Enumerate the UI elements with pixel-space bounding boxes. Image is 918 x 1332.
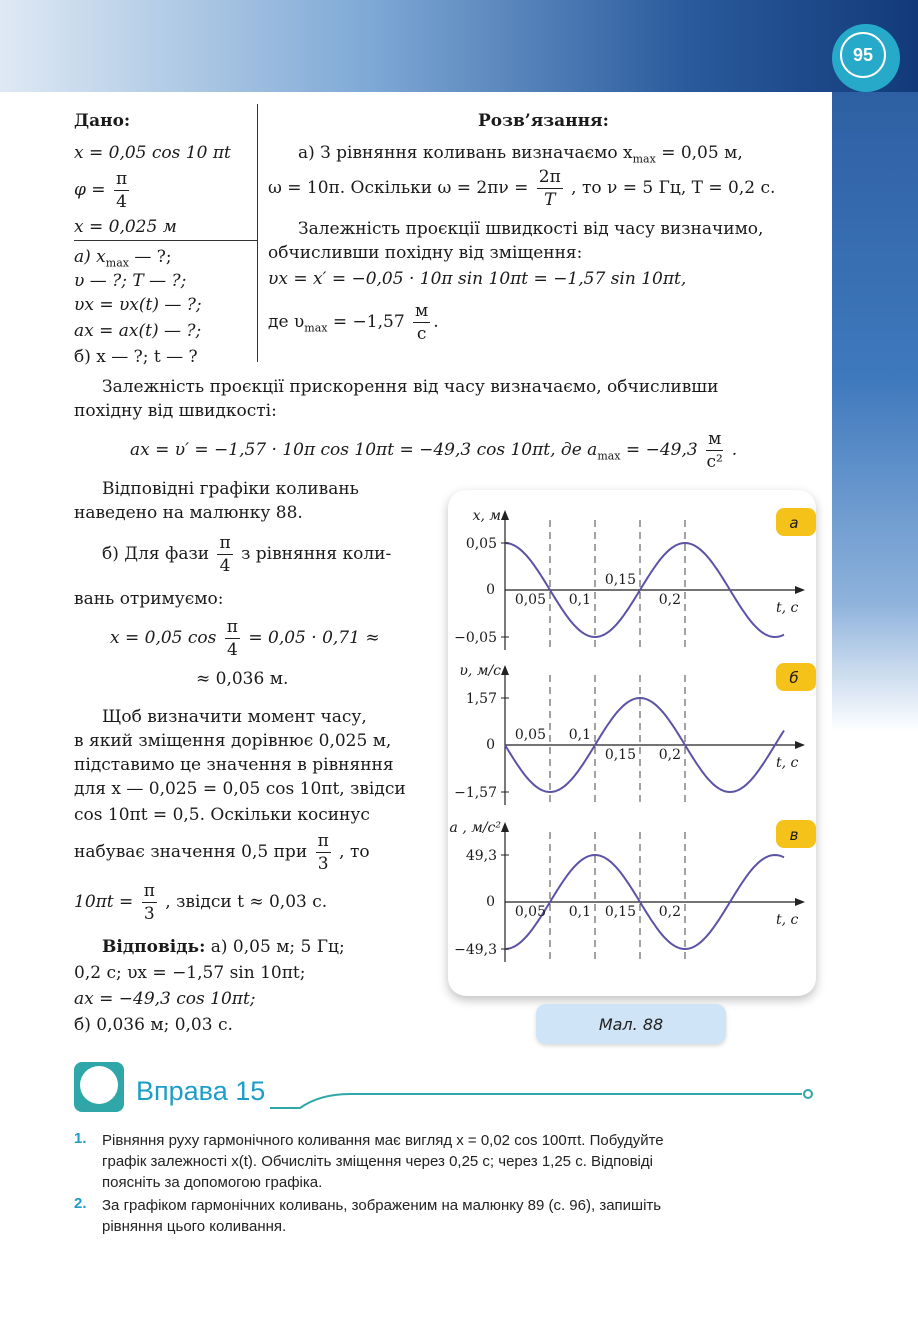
vmax-line: де $\upsilon_{max} = -1,57$ $\frac{м}{с}$ . bbox=[268, 301, 439, 344]
acc-intro-1: Залежність проєкції прискорення від часу визначаємо, обчисливши bbox=[102, 377, 719, 397]
ytick-label-top-2: 49,3 bbox=[465, 848, 497, 864]
left-p3-2: в який зміщення дорівнює 0,025 м, bbox=[74, 731, 392, 751]
y-axis-arrow-0 bbox=[501, 510, 509, 520]
exercise-item-1-line-1: Рівняння руху гармонічного коливання має вигляд x = 0,02 cos 100πt. Побудуйте bbox=[102, 1132, 664, 1149]
ytick-label-zero-2: 0 bbox=[486, 894, 495, 910]
given-phi-fraction: $\frac{\pi}{4}$ bbox=[115, 169, 128, 212]
ytick-label-top-1: 1,57 bbox=[465, 691, 497, 707]
left-p1b: наведено на малюнку 88. bbox=[74, 503, 303, 523]
solution-a-line1: а) З рівняння коливань визначаємо $x_{max} = 0,05$ м, bbox=[298, 143, 743, 166]
left-p3-cont: набуває значення 0,5 при $\frac{\pi}{3}$ , то bbox=[74, 831, 370, 874]
xtick-label-0-0: 0,05 bbox=[514, 592, 546, 608]
xtick-label-0-1: 0,1 bbox=[568, 592, 591, 608]
xtick-label-0-2: 0,15 bbox=[604, 572, 636, 588]
header-banner bbox=[0, 0, 918, 92]
figure-caption: Мал. 88 bbox=[536, 1004, 726, 1044]
given-line-1: x = 0,05 cos 10 πt bbox=[74, 143, 231, 163]
ytick-label-bottom-2: −49,3 bbox=[454, 942, 497, 958]
given-phi: φ = $\frac{\pi}{4}$ bbox=[74, 169, 128, 212]
exercise-title-line bbox=[270, 1086, 830, 1112]
xlabel-1: t, с bbox=[776, 755, 799, 771]
vel-equation: υx = x′ = −0,05 · 10π sin 10πt = −1,57 sin 10πt, bbox=[268, 269, 687, 289]
exercise-item-2-line-2: рівняння цього коливання. bbox=[102, 1218, 287, 1235]
xtick-label-1-3: 0,2 bbox=[658, 747, 681, 763]
left-p3-5: cos 10πt = 0,5. Оскільки косинус bbox=[74, 805, 370, 825]
answer-line-3: ax = −49,3 cos 10πt; bbox=[74, 989, 256, 1009]
badge-label-1: б bbox=[789, 669, 799, 687]
solution-a-line2: ω = 10π. Оскільки ω = 2πν = $\frac{2\pi}{T}$ , то ν = 5 Гц, T = 0,2 с. bbox=[268, 167, 776, 210]
y-axis-arrow-1 bbox=[501, 665, 509, 675]
exercise-item-1-line-2: графік залежності x(t). Обчисліть зміщення через 0,25 с; через 1,25 с. Відповіді bbox=[102, 1153, 653, 1170]
unknown-5: б) x — ?; t — ? bbox=[74, 347, 198, 367]
xtick-label-2-3: 0,2 bbox=[658, 904, 681, 920]
unknown-2: υ — ?; T — ?; bbox=[74, 271, 187, 291]
left-p3-1: Щоб визначити момент часу, bbox=[102, 707, 367, 727]
ylabel-2: a , м/с² bbox=[449, 820, 501, 836]
left-p3-3: підставимо це значення в рівняння bbox=[74, 755, 394, 775]
vel-intro-2: обчисливши похідну від зміщення: bbox=[268, 243, 583, 263]
xtick-label-2-0: 0,05 bbox=[514, 904, 546, 920]
x-axis-arrow-2 bbox=[795, 898, 805, 906]
given-divider bbox=[257, 104, 258, 362]
badge-label-0: а bbox=[789, 514, 799, 532]
exercise-item-1-number: 1. bbox=[74, 1130, 87, 1147]
unknown-1: а) $x_{max}$ — ?; bbox=[74, 247, 172, 270]
given-title: Дано: bbox=[74, 111, 131, 131]
unknown-4: ax = ax(t) — ?; bbox=[74, 321, 202, 341]
ylabel-1: υ, м/с bbox=[459, 663, 501, 679]
xlabel-2: t, с bbox=[776, 912, 799, 928]
xtick-label-1-1: 0,1 bbox=[568, 727, 591, 743]
ytick-label-bottom-1: −1,57 bbox=[454, 785, 497, 801]
solution-title: Розв’язання: bbox=[478, 111, 609, 131]
given-line-3: x = 0,025 м bbox=[74, 217, 177, 237]
xlabel-0: t, с bbox=[776, 600, 799, 616]
unknown-3: υx = υx(t) — ?; bbox=[74, 295, 202, 315]
badge-label-2: в bbox=[789, 826, 799, 844]
ylabel-0: x, м bbox=[472, 508, 501, 524]
figure-graphs bbox=[448, 490, 816, 996]
ytick-label-zero-0: 0 bbox=[486, 582, 495, 598]
page-number: 95 bbox=[840, 32, 886, 78]
exercise-item-2-line-1: За графіком гармонічних коливань, зображеним на малюнку 89 (с. 96), запишіть bbox=[102, 1197, 662, 1214]
ytick-label-bottom-0: −0,05 bbox=[454, 630, 497, 646]
exercise-title: Вправа 15 bbox=[136, 1076, 266, 1106]
x-axis-arrow-0 bbox=[795, 586, 805, 594]
xtick-label-2-2: 0,15 bbox=[604, 904, 636, 920]
x-axis-arrow-1 bbox=[795, 741, 805, 749]
ytick-label-zero-1: 0 bbox=[486, 737, 495, 753]
side-decoration bbox=[832, 92, 918, 732]
acc-equation: ax = υ′ = −1,57 · 10π cos 10πt = −49,3 cos 10πt, де $a_{max} = -49,3$ $\frac{м}{\text{с²}}$ . bbox=[130, 429, 738, 472]
left-p1a: Відповідні графіки коливань bbox=[102, 479, 359, 499]
left-eq2: ≈ 0,036 м. bbox=[196, 669, 289, 689]
xtick-label-2-1: 0,1 bbox=[568, 904, 591, 920]
vel-intro-1: Залежність проєкції швидкості від часу визначимо, bbox=[298, 219, 764, 239]
xtick-label-1-2: 0,15 bbox=[604, 747, 636, 763]
left-p3-4: для x — 0,025 = 0,05 cos 10πt, звідси bbox=[74, 779, 406, 799]
answer-line-4: б) 0,036 м; 0,03 с. bbox=[74, 1015, 233, 1035]
left-eq1: x = 0,05 cos $\frac{\pi}{4}$ = 0,05 · 0,71 ≈ bbox=[110, 617, 380, 660]
acc-intro-2: похідну від швидкості: bbox=[74, 401, 277, 421]
xtick-label-0-3: 0,2 bbox=[658, 592, 681, 608]
exercise-item-1-line-3: поясніть за допомогою графіка. bbox=[102, 1174, 323, 1191]
stopwatch-icon bbox=[80, 1066, 118, 1104]
ytick-label-top-0: 0,05 bbox=[465, 536, 497, 552]
left-p4: 10πt = $\frac{\pi}{3}$ , звідси t ≈ 0,03 с. bbox=[74, 881, 328, 924]
y-axis-arrow-2 bbox=[501, 822, 509, 832]
left-p2a: б) Для фази $\frac{\pi}{4}$ з рівняння коли- bbox=[102, 533, 392, 576]
answer-line-2: 0,2 с; υx = −1,57 sin 10πt; bbox=[74, 963, 306, 983]
answer-line-1: Відповідь: а) 0,05 м; 5 Гц; bbox=[102, 937, 345, 957]
exercise-item-2-number: 2. bbox=[74, 1195, 87, 1212]
given-underline bbox=[74, 240, 257, 241]
xtick-label-1-0: 0,05 bbox=[514, 727, 546, 743]
left-p2b: вань отримуємо: bbox=[74, 589, 224, 609]
